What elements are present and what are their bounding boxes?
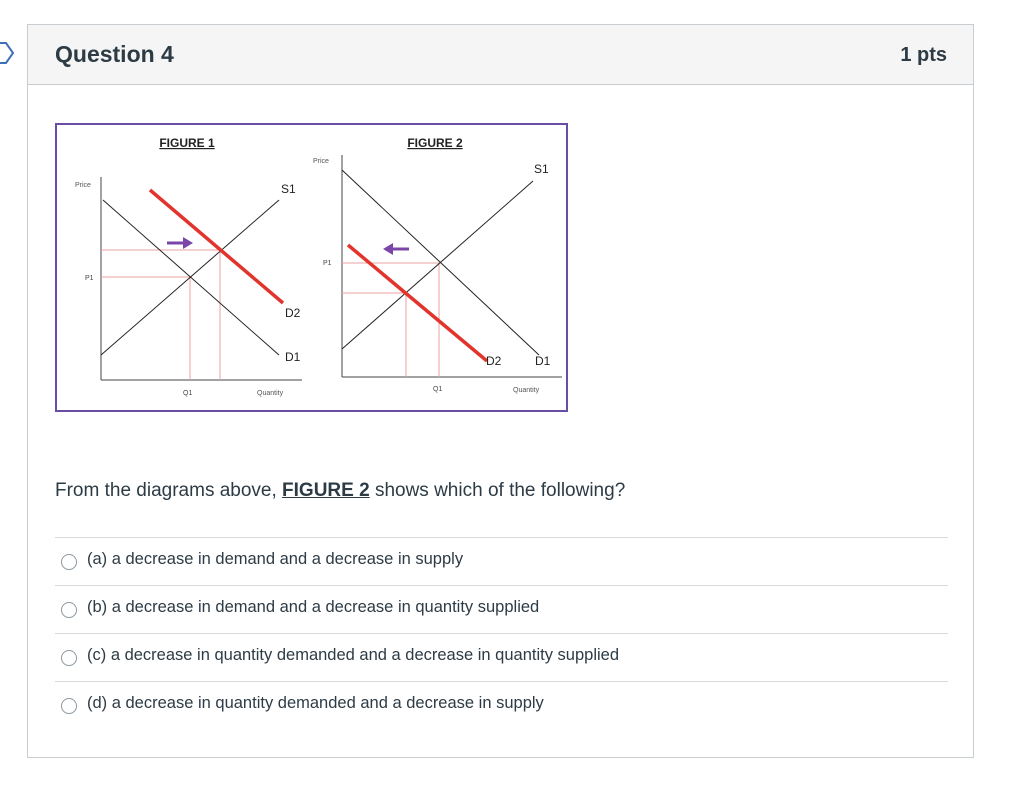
- figure-1: [75, 136, 302, 397]
- question-points: 1 pts: [900, 44, 947, 66]
- answer-option-a[interactable]: [55, 537, 948, 585]
- figure-1-d2-label: D2: [285, 306, 301, 320]
- figure-2: [313, 136, 562, 394]
- figure-2-title: FIGURE 2: [407, 136, 463, 150]
- answer-label[interactable]: (c) a decrease in quantity demanded and a decrease in quantity supplied: [87, 646, 620, 664]
- figure-1-p1-label: P1: [85, 275, 94, 282]
- question-header: [28, 25, 973, 85]
- question-card: [27, 24, 974, 758]
- figure-2-p1-label: P1: [323, 260, 332, 267]
- answer-option-b[interactable]: [55, 585, 948, 633]
- figure-2-d2-label: D2: [486, 354, 502, 368]
- figure-1-s1-label: S1: [281, 182, 296, 196]
- answer-label[interactable]: (b) a decrease in demand and a decrease in quantity supplied: [87, 598, 540, 616]
- question-title: Question 4: [55, 41, 174, 67]
- answer-list: [55, 537, 948, 729]
- figure-1-shift-arrow-icon: [183, 237, 193, 249]
- figure-2-quantity-axis-label: Quantity: [513, 387, 540, 394]
- answer-option-c[interactable]: [55, 633, 948, 681]
- radio-button[interactable]: [61, 650, 77, 666]
- answer-label[interactable]: (a) a decrease in demand and a decrease in supply: [87, 550, 464, 568]
- figures-svg: [57, 125, 570, 414]
- radio-button[interactable]: [61, 554, 77, 570]
- answer-option-d[interactable]: [55, 681, 948, 729]
- figure-1-d1-label: D1: [285, 350, 301, 364]
- figure-2-shift-arrow-icon: [383, 243, 393, 255]
- figure-2-demand-d2-curve: [348, 245, 487, 361]
- prompt-emphasis: FIGURE 2: [282, 480, 370, 501]
- figure-1-demand-d2-curve: [150, 190, 283, 303]
- prompt-text-before: From the diagrams above,: [55, 480, 277, 501]
- figure-1-quantity-axis-label: Quantity: [257, 390, 284, 397]
- radio-button[interactable]: [61, 602, 77, 618]
- figure-1-price-axis-label: Price: [75, 182, 91, 189]
- prompt-text-after: shows which of the following?: [374, 480, 626, 501]
- question-prompt: [55, 480, 625, 502]
- figure-2-s1-label: S1: [534, 162, 549, 176]
- supply-demand-figure: [55, 123, 568, 412]
- answer-label[interactable]: (d) a decrease in quantity demanded and a decrease in supply: [87, 694, 544, 712]
- radio-button[interactable]: [61, 698, 77, 714]
- figure-2-price-axis-label: Price: [313, 158, 329, 165]
- figure-1-title: FIGURE 1: [159, 136, 215, 150]
- figure-1-q1-label: Q1: [183, 390, 193, 397]
- figure-2-q1-label: Q1: [433, 386, 443, 393]
- figure-2-d1-label: D1: [535, 354, 551, 368]
- question-flag-icon[interactable]: [0, 40, 16, 66]
